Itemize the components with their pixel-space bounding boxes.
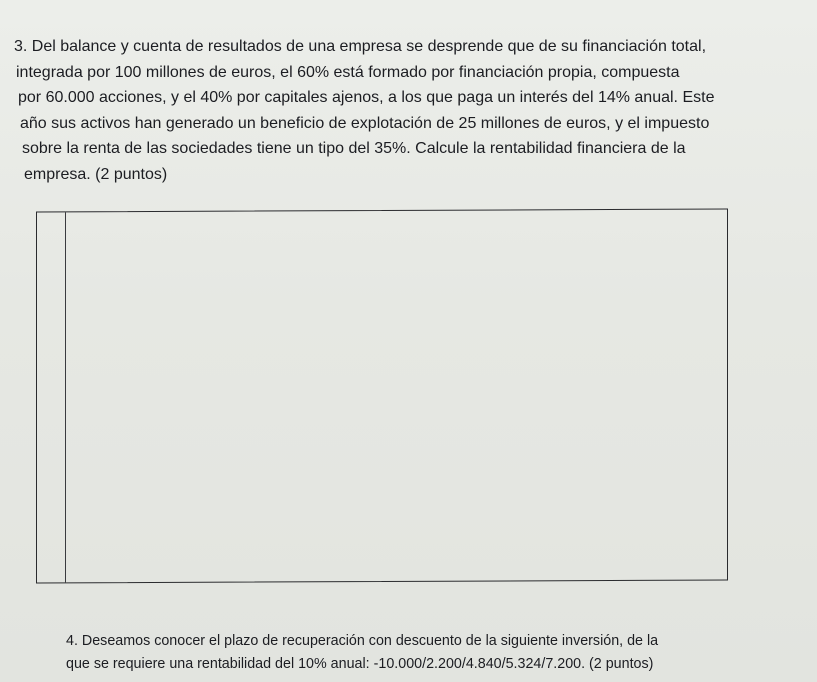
question-4-line: 4. Deseamos conocer el plazo de recuperación con descuento de la siguiente inversión, de la	[66, 633, 659, 649]
question-3-line: 3. Del balance y cuenta de resultados de una empresa se desprende que de su financiación total,	[14, 38, 707, 55]
question-3-line: año sus activos han generado un beneficio de explotación de 25 millones de euros, y el impuesto	[20, 114, 710, 132]
question-3-line: integrada por 100 millones de euros, el 60% está formado por financiación propia, compuesta	[16, 63, 680, 81]
question-3-line: empresa. (2 puntos)	[24, 165, 168, 183]
question-3-line: sobre la renta de las sociedades tiene un tipo del 35%. Calcule la rentabilidad financiera de la	[22, 140, 686, 157]
question-3-line: por 60.000 acciones, y el 40% por capitales ajenos, a los que paga un interés del 14% anual. Este	[18, 89, 715, 106]
question-4-line: que se requiere una rentabilidad del 10% anual: -10.000/2.200/4.840/5.324/7.200. (2 puntos)	[66, 655, 654, 672]
answer-box-margin-line	[65, 212, 66, 582]
question-3-text	[14, 34, 794, 187]
question-4-text	[66, 630, 766, 675]
answer-box	[36, 208, 728, 583]
